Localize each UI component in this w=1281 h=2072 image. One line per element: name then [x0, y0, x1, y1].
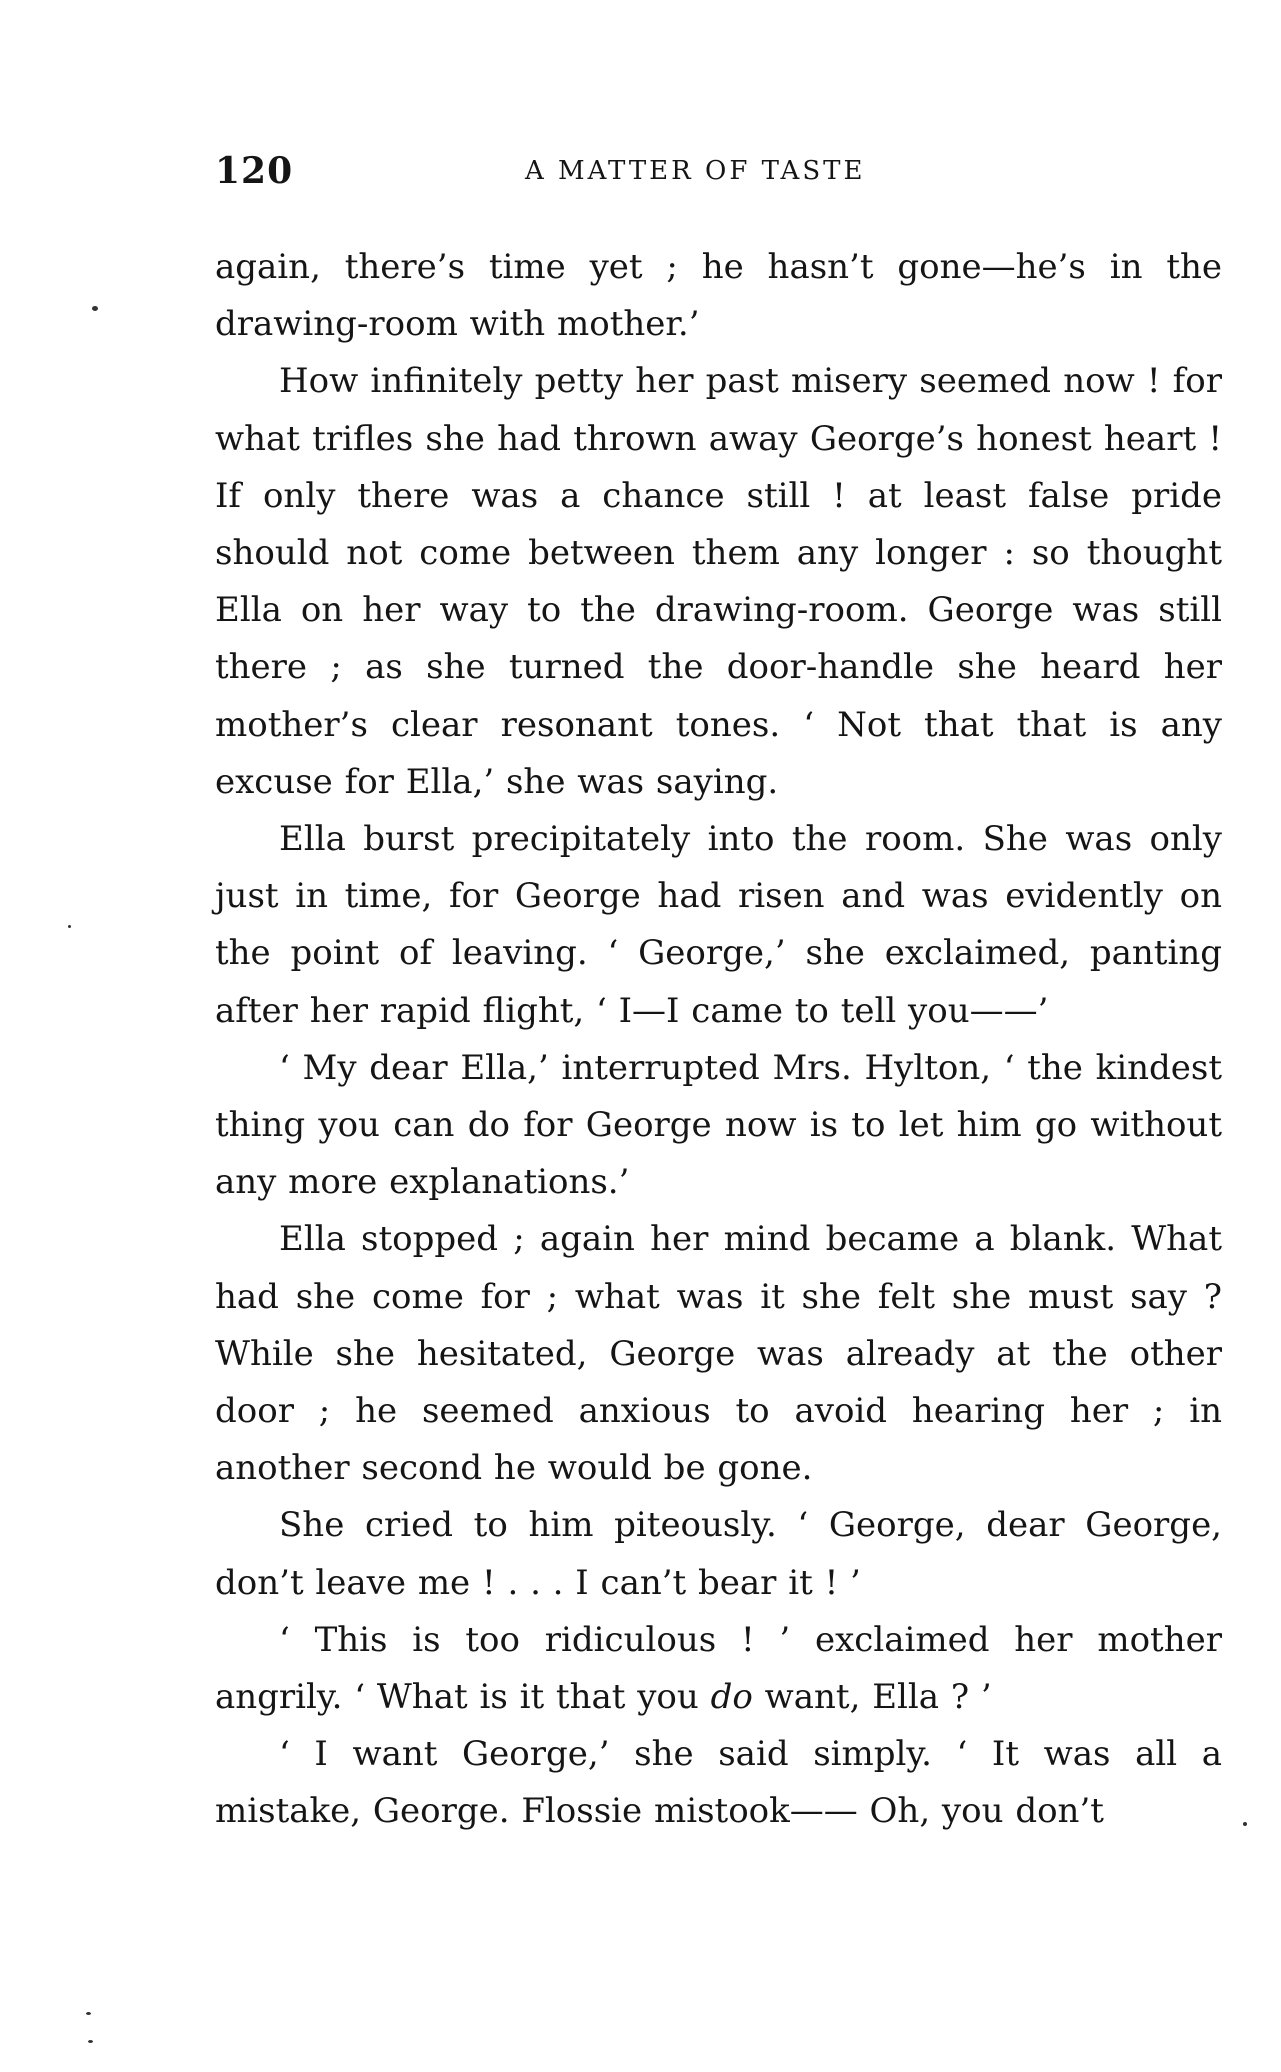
- paragraph-5: Ella stopped ; again her mind became a blank. What had she come for ; what was it she felt she must say ? While she hesitated, George was already at the other door ; he seemed anxious to avoid hearing her ; in another second he would be gone.: [215, 1219, 1222, 1489]
- italic-emphasis: do: [710, 1677, 753, 1718]
- paragraph-1: again, there’s time yet ; he hasn’t gone—he’s in the drawing-room with mother.’: [215, 247, 1222, 345]
- running-head: [215, 150, 1222, 200]
- body-text: [215, 239, 1222, 1841]
- running-title: A MATTER OF TASTE: [525, 156, 866, 186]
- paragraph-7-part-2: want, Ella ? ’: [752, 1677, 992, 1718]
- paragraph-4: ‘ My dear Ella,’ interrupted Mrs. Hylton, ‘ the kindest thing you can do for George now is to let him go without any more explanations.’: [215, 1047, 1222, 1203]
- paragraph-3: Ella burst precipitately into the room. She was only just in time, for George had risen and was evidently on the point of leaving. ‘ George,’ she exclaimed, panting after her rapid flight, ‘ I—I came to tell you——’: [215, 819, 1222, 1031]
- paragraph-2: How infinitely petty her past misery seemed now ! for what trifles she had thrown away George’s honest heart ! If only there was a chance still ! at least false pride should not come between them any longer : so thought Ella on her way to the drawing-room. George was still there ; as she turned the door-handle she heard her mother’s clear resonant tones. ‘ Not that that is any excuse for Ella,’ she was saying.: [215, 361, 1222, 802]
- paragraph-6: She cried to him piteously. ‘ George, dear George, don’t leave me ! . . . I can’t bear it ! ’: [215, 1505, 1222, 1603]
- paragraph-7: [215, 1612, 1222, 1726]
- page-number: 120: [215, 150, 294, 192]
- paragraph-7-part-1: ‘ This is too ridiculous ! ’ exclaimed her mother angrily. ‘ What is it that you: [215, 1619, 1222, 1718]
- paragraph-8: ‘ I want George,’ she said simply. ‘ It was all a mistake, George. Flossie mistook—— Oh, you don’t: [215, 1734, 1222, 1832]
